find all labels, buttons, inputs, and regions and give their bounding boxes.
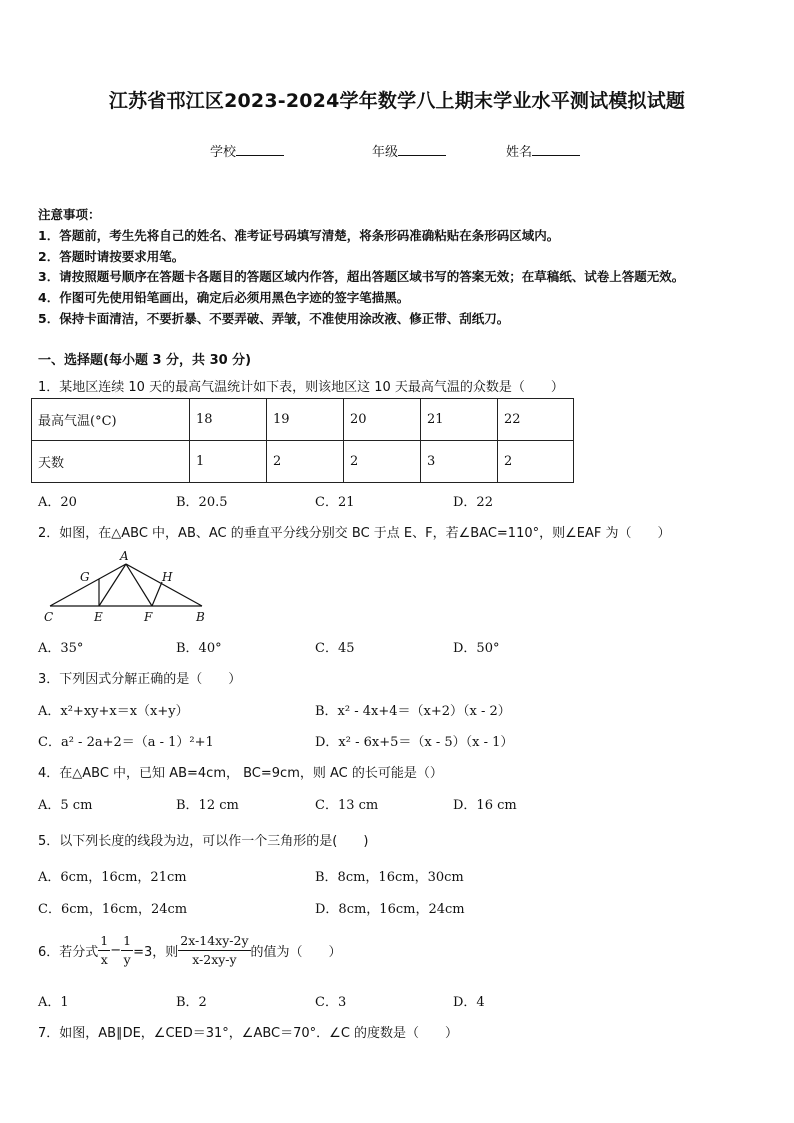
table-cell: 2 <box>267 441 344 483</box>
q6-option-c[interactable]: C．3 <box>315 995 347 1010</box>
q4-option-b[interactable]: B．12 cm <box>176 798 239 813</box>
table-cell: 18 <box>190 399 267 441</box>
q2-option-a[interactable]: A．35° <box>38 641 84 656</box>
q3-option-b[interactable]: B．x² - 4x+4＝（x+2）（x - 2） <box>315 704 511 719</box>
grade-field[interactable]: 年级 <box>372 141 446 160</box>
table-cell: 22 <box>498 399 574 441</box>
school-blank[interactable] <box>236 143 284 156</box>
q4-option-d[interactable]: D．16 cm <box>453 798 517 813</box>
page-title: 江苏省邗江区2023-2024学年数学八上期末学业水平测试模拟试题 <box>108 90 686 112</box>
q6-equals: =3，则 <box>133 945 179 960</box>
q1-option-a[interactable]: A．20 <box>38 495 77 510</box>
note-item: 4．作图可先使用铅笔画出，确定后必须用黑色字迹的签字笔描黑。 <box>38 290 410 305</box>
table-cell: 20 <box>344 399 421 441</box>
note-item: 3．请按照题号顺序在答题卡各题目的答题区域内作答，超出答题区域书写的答案无效；在草稿纸、试卷上答题无效。 <box>38 269 685 284</box>
table-cell: 最高气温(°C) <box>32 399 190 441</box>
minus-sign: − <box>110 943 122 958</box>
q3-option-c[interactable]: C．a² - 2a+2＝（a - 1）²+1 <box>38 735 214 750</box>
q1-option-d[interactable]: D．22 <box>453 495 493 510</box>
q1-option-b[interactable]: B．20.5 <box>176 495 228 510</box>
q4-option-a[interactable]: A．5 cm <box>38 798 93 813</box>
label-h: H <box>162 570 173 584</box>
question-6-stem <box>38 932 342 969</box>
q2-option-d[interactable]: D．50° <box>453 641 500 656</box>
q5-option-a[interactable]: A．6cm，16cm，21cm <box>38 870 187 885</box>
question-7-stem: 7．如图，AB∥DE，∠CED＝31°，∠ABC＝70°．∠C 的度数是（ ） <box>38 1026 459 1041</box>
temperature-table <box>31 398 574 483</box>
triangle-figure <box>38 548 218 628</box>
segment-ea <box>99 564 126 606</box>
question-2-stem: 2．如图，在△ABC 中，AB、AC 的垂直平分线分别交 BC 于点 E、F，若∠BAC=110°，则∠EAF 为（ ） <box>38 526 671 541</box>
label-e: E <box>94 610 103 624</box>
q3-option-a[interactable]: A．x²+xy+x＝x（x+y） <box>38 704 189 719</box>
notes-heading: 注意事项： <box>38 207 101 222</box>
table-cell: 19 <box>267 399 344 441</box>
q3-option-d[interactable]: D．x² - 6x+5＝（x - 5）（x - 1） <box>315 735 514 750</box>
note-item: 1．答题前，考生先将自己的姓名、准考证号码填写清楚，将条形码准确粘贴在条形码区域内。 <box>38 228 560 243</box>
note-item: 5．保持卡面清洁，不要折暴、不要弄破、弄皱，不准使用涂改液、修正带、刮纸刀。 <box>38 311 510 326</box>
table-cell: 1 <box>190 441 267 483</box>
question-1-stem: 1．某地区连续 10 天的最高气温统计如下表，则该地区这 10 天最高气温的众数是（ ） <box>38 380 564 395</box>
fraction-1-over-x: $\frac{1}{x}$ <box>100 933 109 967</box>
q6-option-a[interactable]: A．1 <box>38 995 69 1010</box>
q6-prefix: 6．若分式 <box>38 945 99 960</box>
q1-option-c[interactable]: C．21 <box>315 495 355 510</box>
fraction-1-over-y: $\frac{1}{y}$ <box>123 933 132 967</box>
label-g: G <box>80 570 90 584</box>
grade-blank[interactable] <box>398 143 446 156</box>
table-cell: 天数 <box>32 441 190 483</box>
target-fraction: $\frac{2x-14xy-2y}{x-2xy-y}$ <box>180 933 249 967</box>
section-heading: 一、选择题(每小题 3 分，共 30 分) <box>38 353 252 368</box>
question-3-stem: 3．下列因式分解正确的是（ ） <box>38 672 242 687</box>
table-row <box>32 399 574 441</box>
q6-option-b[interactable]: B．2 <box>176 995 207 1010</box>
label-b: B <box>196 610 205 624</box>
table-cell: 3 <box>421 441 498 483</box>
table-cell: 2 <box>498 441 574 483</box>
q2-option-c[interactable]: C．45 <box>315 641 355 656</box>
question-5-stem: 5．以下列长度的线段为边，可以作一个三角形的是( ) <box>38 834 369 849</box>
bisector-fh <box>152 582 162 606</box>
q6-suffix: 的值为（ ） <box>250 945 342 960</box>
q5-option-d[interactable]: D．8cm，16cm，24cm <box>315 902 465 917</box>
q6-option-d[interactable]: D．4 <box>453 995 485 1010</box>
q5-option-b[interactable]: B．8cm，16cm，30cm <box>315 870 464 885</box>
name-blank[interactable] <box>532 143 580 156</box>
school-field[interactable]: 学校 <box>210 141 284 160</box>
q5-option-c[interactable]: C．6cm，16cm，24cm <box>38 902 188 917</box>
q4-option-c[interactable]: C．13 cm <box>315 798 379 813</box>
q2-option-b[interactable]: B．40° <box>176 641 222 656</box>
table-cell: 21 <box>421 399 498 441</box>
segment-fa <box>126 564 152 606</box>
table-row <box>32 441 574 483</box>
name-field[interactable]: 姓名 <box>506 141 580 160</box>
label-a: A <box>120 549 129 563</box>
table-cell: 2 <box>344 441 421 483</box>
question-4-stem: 4．在△ABC 中，已知 AB=4cm， BC=9cm，则 AC 的长可能是（） <box>38 766 443 781</box>
label-f: F <box>144 610 153 624</box>
note-item: 2．答题时请按要求用笔。 <box>38 249 185 264</box>
label-c: C <box>44 610 54 624</box>
